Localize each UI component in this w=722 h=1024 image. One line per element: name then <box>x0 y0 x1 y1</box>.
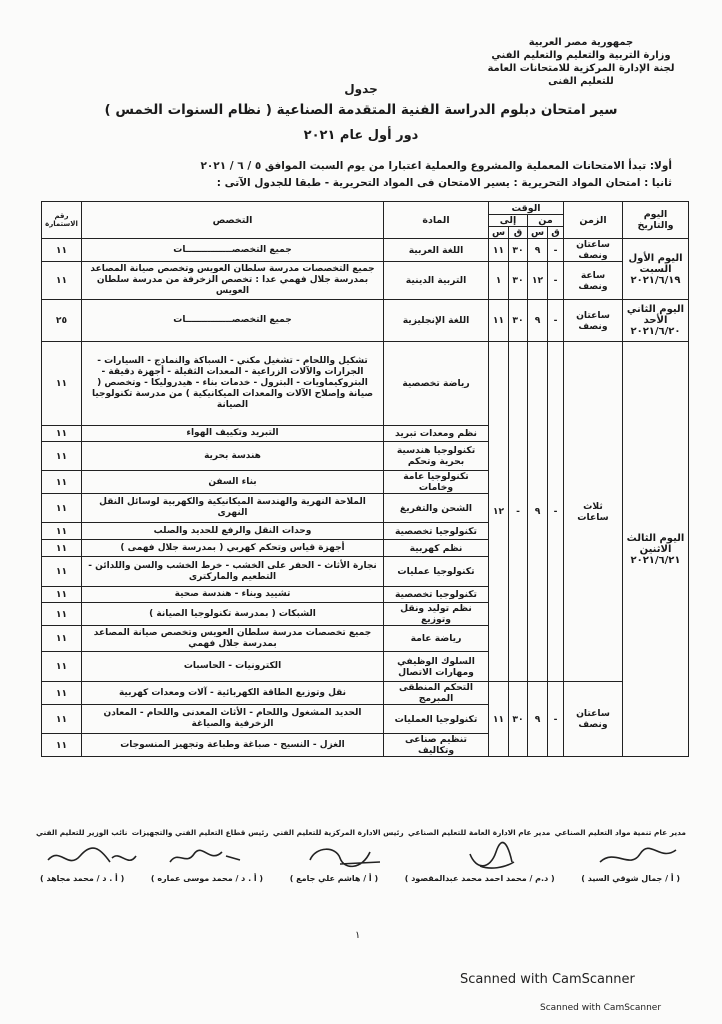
signer-name-1: ( أ / جمال شوقي السيد ) <box>581 874 680 883</box>
subject-cell: التحكم المنطقى المبرمج <box>384 682 489 705</box>
col-to: إلى <box>489 215 528 227</box>
duration-cell: ساعتان ونصف <box>564 239 623 262</box>
col-from-q: ق <box>548 227 564 239</box>
to-q-cell: ٣٠ <box>509 300 528 342</box>
col-from: من <box>528 215 564 227</box>
subject-cell: السلوك الوظيفي ومهارات الاتصال <box>384 652 489 682</box>
form-cell: ١١ <box>42 587 82 603</box>
form-cell: ١١ <box>42 626 82 652</box>
form-cell: ١١ <box>42 652 82 682</box>
signer-name-5: ( أ . د / محمد مجاهد ) <box>40 874 125 883</box>
spec-cell: الحديد المشغول واللحام - الأثاث المعدنى واللحام - المعادن الزخرفية والصياغة <box>82 705 384 734</box>
signer-title-1: مدير عام تنمية مواد التعليم الصناعي <box>554 828 686 837</box>
to-s-cell: ١١ <box>489 682 509 757</box>
form-cell: ١١ <box>42 239 82 262</box>
spec-cell: جميع التخصصـــــــــــــــات <box>82 300 384 342</box>
signature-names <box>40 874 680 883</box>
exam-schedule-table <box>41 201 689 757</box>
doc-title-exam: سير امتحان دبلوم الدراسة الفنية المتقدمة الصناعية ( نظام السنوات الخمس ) <box>104 102 618 118</box>
signature-4 <box>170 850 240 862</box>
signer-title-5: نائب الوزير للتعليم الفني <box>36 828 128 837</box>
spec-cell: التبريد وتكييف الهواء <box>82 426 384 442</box>
spec-cell: الشبكات ( بمدرسة تكنولوجيا الصيانة ) <box>82 603 384 626</box>
col-subject: المادة <box>384 202 489 239</box>
spec-cell: الغزل - النسيج - صباغة وطباعة وتجهيز المنسوجات <box>82 734 384 757</box>
subject-cell: تكنولوجيا العمليات <box>384 705 489 734</box>
col-to-s: س <box>489 227 509 239</box>
col-from-s: س <box>528 227 548 239</box>
handwritten-signatures <box>40 840 690 876</box>
subject-cell: تكنولوجيا هندسية بحرية وتحكم <box>384 442 489 471</box>
to-q-cell: - <box>509 342 528 682</box>
spec-cell: جميع التخصصـــــــــــــــات <box>82 239 384 262</box>
subject-cell: تكنولوجيا تخصصية <box>384 523 489 540</box>
subject-cell: التربية الدينية <box>384 262 489 300</box>
from-q-cell: - <box>548 262 564 300</box>
to-s-cell: ١١ <box>489 239 509 262</box>
subject-cell: تكنولوجيا عمليات <box>384 557 489 587</box>
to-q-cell: ٣٠ <box>509 239 528 262</box>
to-s-cell: ١٢ <box>489 342 509 682</box>
to-s-cell: ١ <box>489 262 509 300</box>
to-q-cell: ٣٠ <box>509 262 528 300</box>
col-form-number: رقم الاستمارة <box>42 202 82 239</box>
signer-name-3: ( أ / هاشم علي جامع ) <box>289 874 379 883</box>
form-cell: ١١ <box>42 494 82 523</box>
signer-title-4: رئيس قطاع التعليم الفني والتجهيزات <box>131 828 269 837</box>
spec-cell: الملاحة النهرية والهندسة الميكانيكية والكهربية لوسائل النقل النهرى <box>82 494 384 523</box>
signature-5 <box>48 848 136 862</box>
header-line-3: لجنة الإدارة المركزية للامتحانات العامة للتعليم الفنى <box>487 63 675 87</box>
subject-cell: الشحن والتفريغ <box>384 494 489 523</box>
form-cell: ١١ <box>42 262 82 300</box>
signer-name-2: ( د.م / محمد احمد محمد عبدالمقصود ) <box>404 874 555 883</box>
form-cell: ١١ <box>42 557 82 587</box>
table-row <box>42 262 689 300</box>
subject-cell: اللغة العربية <box>384 239 489 262</box>
signer-title-2: مدير عام الادارة العامة للتعليم الصناعي <box>407 828 551 837</box>
signer-name-4: ( أ . د / محمد موسى عماره ) <box>150 874 264 883</box>
spec-cell: جميع التخصصات مدرسة سلطان العويس وتخصص صيانة المصاعد بمدرسة جلال فهمي عدا : تخصص الزخرفة من مدرسة سلطان العويس <box>82 262 384 300</box>
duration-cell: ساعتان ونصف <box>564 300 623 342</box>
scanner-watermark-small: Scanned with CamScanner <box>540 1003 662 1013</box>
from-q-cell: - <box>548 682 564 757</box>
signature-1 <box>600 848 676 862</box>
subject-cell: تكنولوجيا تخصصية <box>384 587 489 603</box>
from-q-cell: - <box>548 239 564 262</box>
to-q-cell: ٣٠ <box>509 682 528 757</box>
header-line-1: جمهورية مصر العربية <box>528 37 634 48</box>
doc-title-table: جدول <box>344 82 378 96</box>
spec-cell: أجهزة قياس وتحكم كهربي ( بمدرسة جلال فهمى ) <box>82 540 384 557</box>
day-cell: اليوم الأول السبت ٢٠٢١/٦/١٩ <box>623 239 689 300</box>
table-row <box>42 239 689 262</box>
subject-cell: تنظيم صناعى وتكاليف <box>384 734 489 757</box>
col-to-q: ق <box>509 227 528 239</box>
subject-cell: تكنولوجيا عامة وخامات <box>384 471 489 494</box>
signer-title-3: رئيس الادارة المركزية للتعليم الفني <box>272 828 404 837</box>
subject-cell: نظم ومعدات تبريد <box>384 426 489 442</box>
subject-cell: نظم كهربية <box>384 540 489 557</box>
form-cell: ١١ <box>42 426 82 442</box>
subject-cell: نظم توليد ونقل وتوزيع <box>384 603 489 626</box>
ministry-header <box>476 36 686 88</box>
signature-3 <box>310 849 380 866</box>
form-cell: ١١ <box>42 682 82 705</box>
from-s-cell: ٩ <box>528 300 548 342</box>
spec-cell: نقل وتوزيع الطاقة الكهربائية - آلات ومعدات كهربية <box>82 682 384 705</box>
col-duration: الزمن <box>564 202 623 239</box>
from-s-cell: ٩ <box>528 682 548 757</box>
from-s-cell: ٩ <box>528 239 548 262</box>
note-second: ثانيا : امتحان المواد التحريرية : يسير الامتحان فى المواد التحريرية - طبقا للجدول الآتى : <box>216 177 672 189</box>
subject-cell: اللغة الإنجليزية <box>384 300 489 342</box>
col-day-date: اليوم والتاريخ <box>623 202 689 239</box>
form-cell: ١١ <box>42 603 82 626</box>
spec-cell: تشكيل واللحام - تشغيل مكني - السباكة والنماذج - السيارات - الجرارات والآلات الزراعية - المعدات الثقيلة - أجهزة دقيقة - البتروكيماويات - البترول - خدمات بناء - هيدروليكا - وتخصص ( صيانة وإصلاح الآلات والمعدات الميكانيكية ) من مدرسة تكنولوجيا الصيانة <box>82 342 384 426</box>
subject-cell: رياضة تخصصية <box>384 342 489 426</box>
form-cell: ١١ <box>42 540 82 557</box>
form-cell: ١١ <box>42 734 82 757</box>
signature-titles <box>36 828 686 837</box>
to-s-cell: ١١ <box>489 300 509 342</box>
table-row <box>42 300 689 342</box>
signature-2 <box>470 843 514 869</box>
from-s-cell: ١٢ <box>528 262 548 300</box>
form-cell: ١١ <box>42 523 82 540</box>
duration-cell: ثلاث ساعات <box>564 342 623 682</box>
from-q-cell: - <box>548 342 564 682</box>
spec-cell: هندسة بحرية <box>82 442 384 471</box>
note-first: أولا: تبدأ الامتحانات المعملية والمشروع والعملية اعتبارا من يوم السبت الموافق ٥ / ٦ / ٢٠٢١ <box>200 160 672 172</box>
table-row <box>42 682 689 705</box>
col-specialization: التخصص <box>82 202 384 239</box>
from-q-cell: - <box>548 300 564 342</box>
duration-cell: ساعتان ونصف <box>564 682 623 757</box>
spec-cell: جميع تخصصات مدرسة سلطان العويس وتخصص صيانة المصاعد بمدرسة جلال فهمي <box>82 626 384 652</box>
form-cell: ٢٥ <box>42 300 82 342</box>
form-cell: ١١ <box>42 442 82 471</box>
spec-cell: تشييد وبناء - هندسة صحية <box>82 587 384 603</box>
subject-cell: رياضة عامة <box>384 626 489 652</box>
form-cell: ١١ <box>42 471 82 494</box>
col-time: الوقت <box>489 202 564 215</box>
table-row <box>42 342 689 426</box>
doc-title-session: دور أول عام ٢٠٢١ <box>303 128 419 143</box>
day-cell: اليوم الثالث الاثنين ٢٠٢١/٦/٢١ <box>623 342 689 757</box>
page-number: ١ <box>355 930 361 941</box>
spec-cell: بناء السفن <box>82 471 384 494</box>
form-cell: ١١ <box>42 705 82 734</box>
duration-cell: ساعة ونصف <box>564 262 623 300</box>
from-s-cell: ٩ <box>528 342 548 682</box>
scanner-watermark: Scanned with CamScanner <box>460 972 635 987</box>
spec-cell: الكترونيات - الحاسبات <box>82 652 384 682</box>
spec-cell: نجارة الأثاث - الحفر على الخشب - خرط الخشب والسن واللدائن - التطعيم والماركترى <box>82 557 384 587</box>
form-cell: ١١ <box>42 342 82 426</box>
spec-cell: وحدات النقل والرفع للحديد والصلب <box>82 523 384 540</box>
day-cell: اليوم الثاني الأحد ٢٠٢١/٦/٢٠ <box>623 300 689 342</box>
header-line-2: وزارة التربية والتعليم والتعليم الفني <box>491 50 671 61</box>
